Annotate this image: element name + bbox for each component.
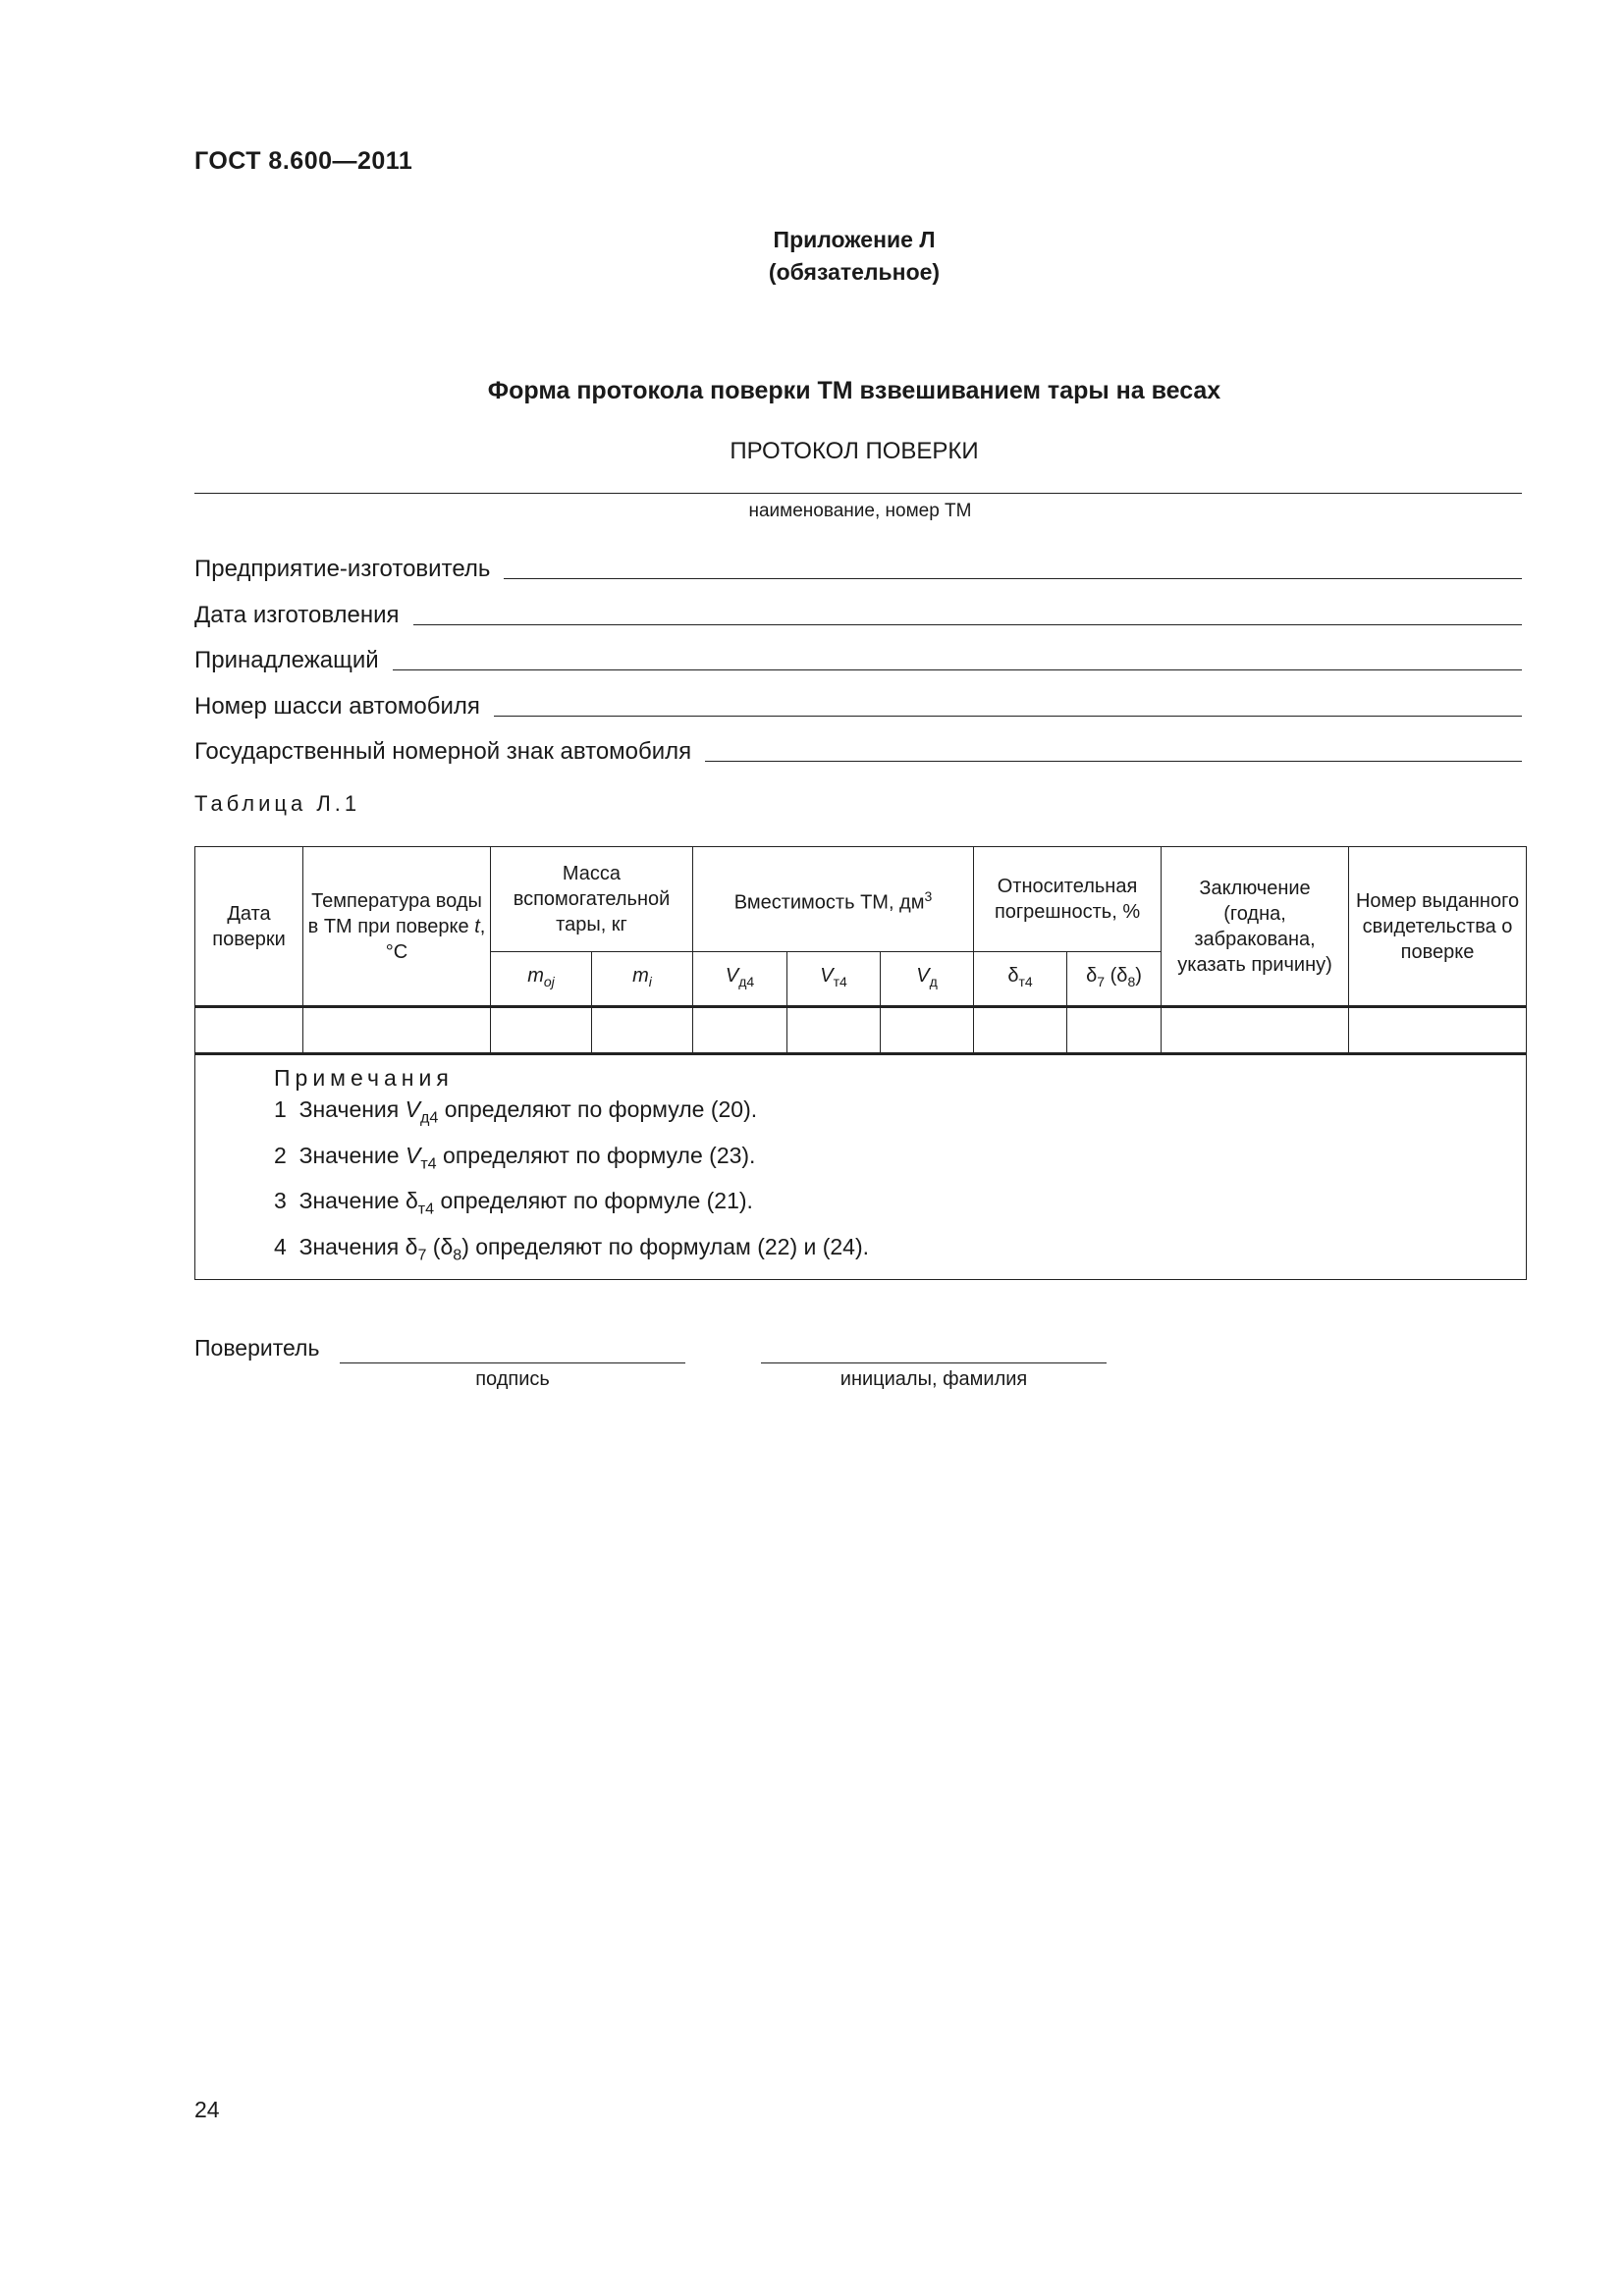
signature-caption: подпись	[475, 1368, 550, 1390]
field-label: Государственный номерной знак автомобиля	[194, 738, 692, 765]
field-line[interactable]	[413, 623, 1522, 625]
appendix-status: (обязательное)	[768, 259, 941, 285]
table-cell[interactable]	[974, 1007, 1067, 1054]
protocol-table	[194, 846, 1527, 1280]
field-label: Номер шасси автомобиля	[194, 693, 480, 720]
table-cell[interactable]	[1162, 1007, 1349, 1054]
appendix-heading	[0, 224, 1624, 289]
note-item: 4 Значения $\delta_7$ $(\delta_8)$ определяют по формулам (22) и (24).	[274, 1233, 870, 1264]
tm-name-caption: наименование, номер ТМ	[748, 501, 972, 521]
header-v-d4: $V_{д4}$	[693, 952, 787, 1007]
field-label: Дата изготовления	[194, 602, 400, 628]
page-number: 24	[194, 2097, 220, 2122]
header-relative-error: Относительная погрешность, %	[974, 847, 1162, 952]
table-cell[interactable]	[592, 1007, 693, 1054]
table-cell[interactable]	[1067, 1007, 1162, 1054]
header-m-oj: $m_{oj}$	[491, 952, 592, 1007]
protocol-heading: ПРОТОКОЛ ПОВЕРКИ	[730, 438, 979, 464]
field-label: Принадлежащий	[194, 647, 379, 673]
table-cell[interactable]	[195, 1007, 303, 1054]
header-certificate-number: Номер выданного свидетельства о поверке	[1349, 847, 1527, 1007]
tm-name-line[interactable]	[194, 493, 1522, 494]
verifier-label: Поверитель	[194, 1335, 320, 1361]
header-v-t4: $V_{т4}$	[787, 952, 881, 1007]
notes-title: Примечания	[274, 1065, 454, 1091]
table-label: Таблица Л.1	[194, 791, 361, 816]
document-code: ГОСТ 8.600—2011	[194, 147, 413, 175]
table-cell[interactable]	[1349, 1007, 1527, 1054]
note-item: 2 Значение $V_{т4}$ определяют по формуле (23).	[274, 1142, 756, 1173]
table-row	[195, 1007, 1527, 1054]
field-label: Предприятие-изготовитель	[194, 556, 491, 582]
field-owner[interactable]	[194, 643, 1522, 674]
field-manufacturer[interactable]	[194, 552, 1522, 583]
table-cell[interactable]	[881, 1007, 974, 1054]
signature-line[interactable]	[340, 1362, 685, 1363]
header-v-d: $V_д$	[881, 952, 974, 1007]
header-capacity: Вместимость ТМ, $дм^3$	[693, 847, 974, 952]
table-cell[interactable]	[693, 1007, 787, 1054]
field-line[interactable]	[504, 577, 1522, 579]
table-cell[interactable]	[491, 1007, 592, 1054]
notes-row	[195, 1054, 1527, 1280]
field-line[interactable]	[393, 668, 1522, 670]
note-item: 1 Значения $V_{д4}$ определяют по формуле (20).	[274, 1096, 758, 1127]
field-chassis-number[interactable]	[194, 689, 1522, 721]
note-item: 3 Значение $\delta_{т4}$ определяют по формуле (21).	[274, 1188, 753, 1218]
notes-cell	[195, 1054, 1527, 1280]
header-date: Дата поверки	[195, 847, 303, 1007]
notes-block	[195, 1055, 1526, 1279]
field-line[interactable]	[494, 715, 1522, 717]
field-license-plate[interactable]	[194, 734, 1522, 766]
form-title: Форма протокола поверки ТМ взвешиванием тары на весах	[487, 377, 1221, 404]
header-delta-t4: $\delta_{т4}$	[974, 952, 1067, 1007]
header-conclusion: Заключение (годна, забракована, указать причину)	[1162, 847, 1349, 1007]
table-cell[interactable]	[303, 1007, 491, 1054]
field-line[interactable]	[705, 760, 1522, 762]
field-manufacture-date[interactable]	[194, 598, 1522, 629]
table-cell[interactable]	[787, 1007, 881, 1054]
name-line[interactable]	[761, 1362, 1107, 1363]
name-caption: инициалы, фамилия	[839, 1368, 1028, 1390]
header-delta-7-8: $\delta_7$ $(\delta_8)$	[1067, 952, 1162, 1007]
header-temperature: Температура воды в ТМ при поверке t, °С	[303, 847, 491, 1007]
appendix-title: Приложение Л	[773, 227, 936, 252]
header-m-i: $m_i$	[592, 952, 693, 1007]
header-mass: Масса вспомогательной тары, кг	[491, 847, 693, 952]
